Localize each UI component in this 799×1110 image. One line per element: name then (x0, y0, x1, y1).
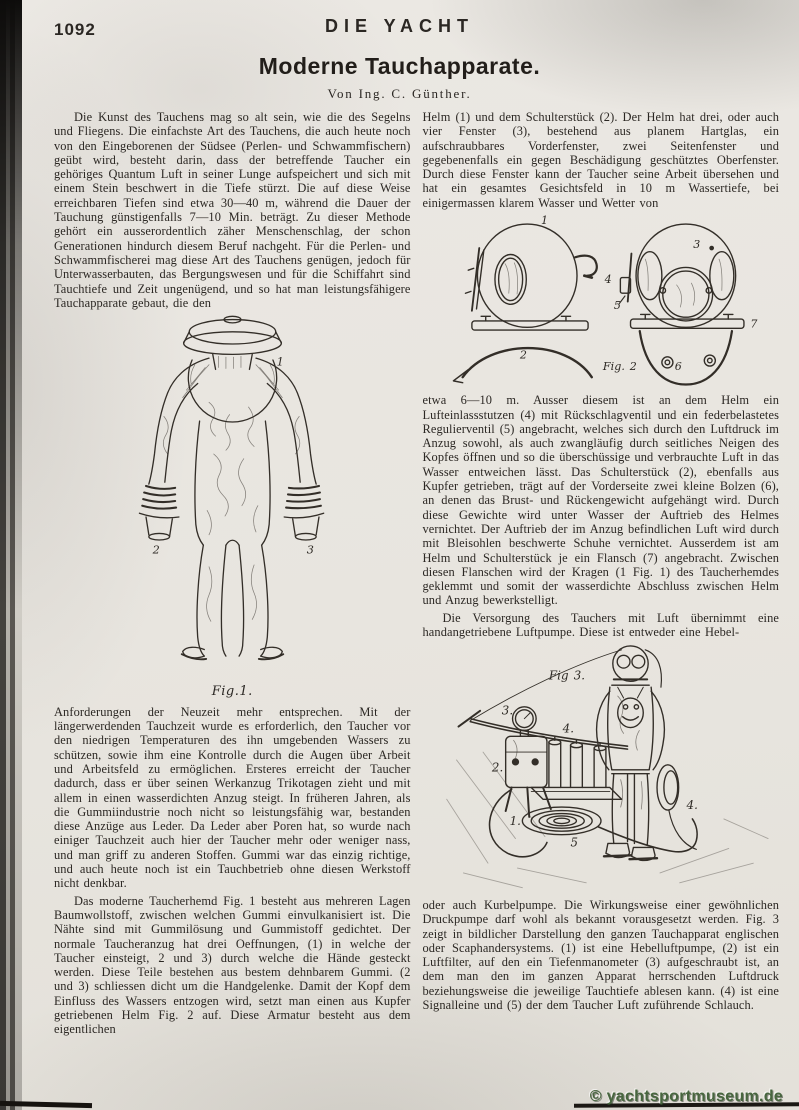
figure-1-caption: Fig.1. (211, 684, 253, 700)
fig2-label-6: 6 (674, 359, 682, 373)
diver-apparatus-illustration (429, 642, 773, 893)
page-number: 1092 (54, 20, 96, 39)
fig1-label-1: 1 (276, 355, 284, 369)
fig3-label-1: 1. (509, 814, 521, 829)
fig2-label-7: 7 (750, 317, 758, 331)
two-column-body (54, 110, 779, 1040)
figure-3-caption: Fig 3. (548, 668, 585, 683)
fig3-label-2: 2. (491, 761, 504, 776)
diving-suit-illustration (115, 313, 350, 684)
paragraph: Anforderungen der Neuzeit mehr entsprechen. Mit der längerwerdenden Tauchzeit wurde es erforderlich, den Taucher vor den niedrigen Temperaturen des ihn umgebenden Wassers zu schützen, sowie ihm eine Kontrolle durch die Augen über Arbeit und Arbeitsfeld zu ermöglichen. Ersteres erreicht der Taucher dadurch, dass er über seinen Werkanzug Trikotagen zieht und mit allem in einen wasserdichten Anzug steigt. In früheren Jahren, als die Gummiindustrie noch nicht so leistungsfähig war, bestanden diese Anzüge aus Leder. Da Leder aber Poren hat, so wurde nach einiger Tauchzeit auch hier der Taucher mehr oder weniger nass, und man griff zu anderen Stoffen. Gummi war das einzig richtige, und auch heute noch ist ein Tauchbetrieb ohne diesen Werkstoff nicht denkbar. (54, 704, 411, 891)
paragraph: Das moderne Taucherhemd Fig. 1 besteht aus mehreren Lagen Baumwollstoff, zwischen welchen Gummi einvulkanisiert ist. Die Nähte sind mit Gummilösung und Gummistoff gedichtet. Der normale Taucheranzug hat drei Oeffnungen, (1) in welche der Taucher einsteigt, 2 und 3) durch welche die Hände gesteckt werden. Diese Teile bestehen aus bestem dehnbarem Gummi. (2 und 3) schliessen dicht um die Handgelenke. Damit der Kopf dem Einfluss des Wassers entzogen wird, setzt man einen aus Kupfer getriebenen Helm Fig. 2 auf. Diese Armatur besteht aus dem eigentlichen (54, 893, 411, 1037)
fig1-label-3: 3 (306, 543, 314, 557)
fig2-label-4: 4 (604, 273, 612, 287)
paragraph: etwa 6—10 m. Ausser diesem ist an dem Helm ein Lufteinlassstutzen (4) mit Rückschlagventil und ein federbelastetes Regulierventil (5) angebracht, welches sich durch den Luftdruck im Anzug sowohl, als auch zwangläufig durch seitliches Neigen des Kopfes öffnen und so die überschüssige und verbrauchte Luft in das Wasser entweichen lässt. Das Schulterstück (2), ebenfalls aus Kupfer getrieben, trägt auf der Vorderseite zwei kleine Bolzen (6), an denen das Brust- und Rückengewicht aufgehängt wird. Durch diese Gewichte wird unter Wasser der Auftrieb des Helmes vernichtet. Der Auftrieb der im Anzug befindlichen Luft wird durch mit Bleisohlen beschwerte Schuhe vernichtet. Ausserdem ist am Helm und Schulterstück je ein Flansch (7) angebracht. Zwischen diesen Flanschen wird der Kragen (1 Fig. 1) des Taucherhemdes geklemmt und somit der wasserdichte Abschluss zwischen Helm und Anzug bewerkstelligt. (422, 393, 779, 608)
fig2-label-5: 5 (613, 298, 621, 312)
helmet-illustration (435, 213, 767, 388)
fig3-label-4a: 4. (562, 721, 574, 736)
fig2-label-1: 1 (540, 214, 548, 228)
paragraph: Helm (1) und dem Schulterstück (2). Der Helm hat drei, oder auch vier Fenster (3), bestehend aus planem Hartglas, ein aufschraubbares Vorderfenster, zwei Seitenfenster und gegebenenfalls ein gegen Beschädigung geschütztes Oberfenster. Durch diese Fenster kann der Taucher seine Arbeit übersehen und hat ein gesamtes Gesichtsfeld in 10 m Wassertiefe, bei einigermassen klarem Wasser und Wetter von (422, 110, 779, 210)
article-title: Moderne Tauchapparate. (258, 53, 541, 79)
figure-1-diving-suit (54, 313, 411, 700)
fig2-label-3: 3 (692, 238, 701, 252)
paragraph: Die Kunst des Tauchens mag so alt sein, wie die des Segelns und Fliegens. Die einfachste Art des Tauchens, die auch heute noch von den Eingeborenen der Südsee (Perlen- und Schwammfischern) geübt wird, besteht darin, dass der betreffende Taucher ein gehöriges Quantum Luft in seiner Lunge aufspeichert und sich mit einem Stein beschwert in die Tiefe stürzt. Die auf diese Weise erreichbaren Tiefen sind etwa 30—40 m, während die Dauer der Tauchung günstigenfalls 7—10 Min. beträgt. Zu dieser Methode gehört ein ausserordentlich zäher Menschenschlag, der schon Generationen hindurch diesem Beruf nachgeht. Für die Perlen- und Schwammfischerei mag diese Art des Tauchens genügen, jedoch für Unterwasserbauten, das Bergungswesen und für die Schiffahrt sind Tauchtiefe und Zeit ungenügend, und so hat man leistungsfähigere Tauchapparate gebaut, die den (54, 110, 411, 310)
figure-2-caption: Fig. 2 (602, 359, 637, 373)
fig3-label-5: 5 (570, 835, 578, 850)
left-column (54, 110, 411, 1040)
watermark: © yachtsportmuseum.de (589, 1088, 783, 1105)
figure-3-diver-and-pump (423, 642, 780, 893)
fig3-label-3: 3. (501, 704, 513, 719)
article-byline: Von Ing. C. Günther. (327, 86, 472, 101)
fig1-label-2: 2 (152, 543, 160, 557)
fig3-label-4b: 4. (686, 798, 698, 813)
paragraph: oder auch Kurbelpumpe. Die Wirkungsweise einer gewöhnlichen Druckpumpe darf wohl als bekannt vorausgesetzt werden. Fig. 3 zeigt in bildlicher Darstellung den ganzen Tauchapparat englischen oder Scaphandersystems. (1) ist eine Hebelluftpumpe, (2) ist ein Luftfilter, auf den ein Tiefenmanometer (3) aufgeschraubt ist, an dem man den im ganzen Apparat herrschenden Luftdruck beziehungsweise die jeweilige Tauchtiefe ablesen kann. (4) ist eine Signalleine und (5) der dem Taucher Luft zuführende Schlauch. (422, 897, 779, 1013)
figure-2-diving-helmets (423, 213, 780, 388)
binding-edge (0, 0, 22, 1110)
paragraph: Die Versorgung des Tauchers mit Luft übernimmt eine handangetriebene Luftpumpe. Diese ist entweder eine Hebel- (422, 610, 779, 640)
fig2-label-2: 2 (519, 348, 527, 362)
right-column (423, 110, 780, 1040)
journal-title: DIE YACHT (324, 16, 475, 36)
